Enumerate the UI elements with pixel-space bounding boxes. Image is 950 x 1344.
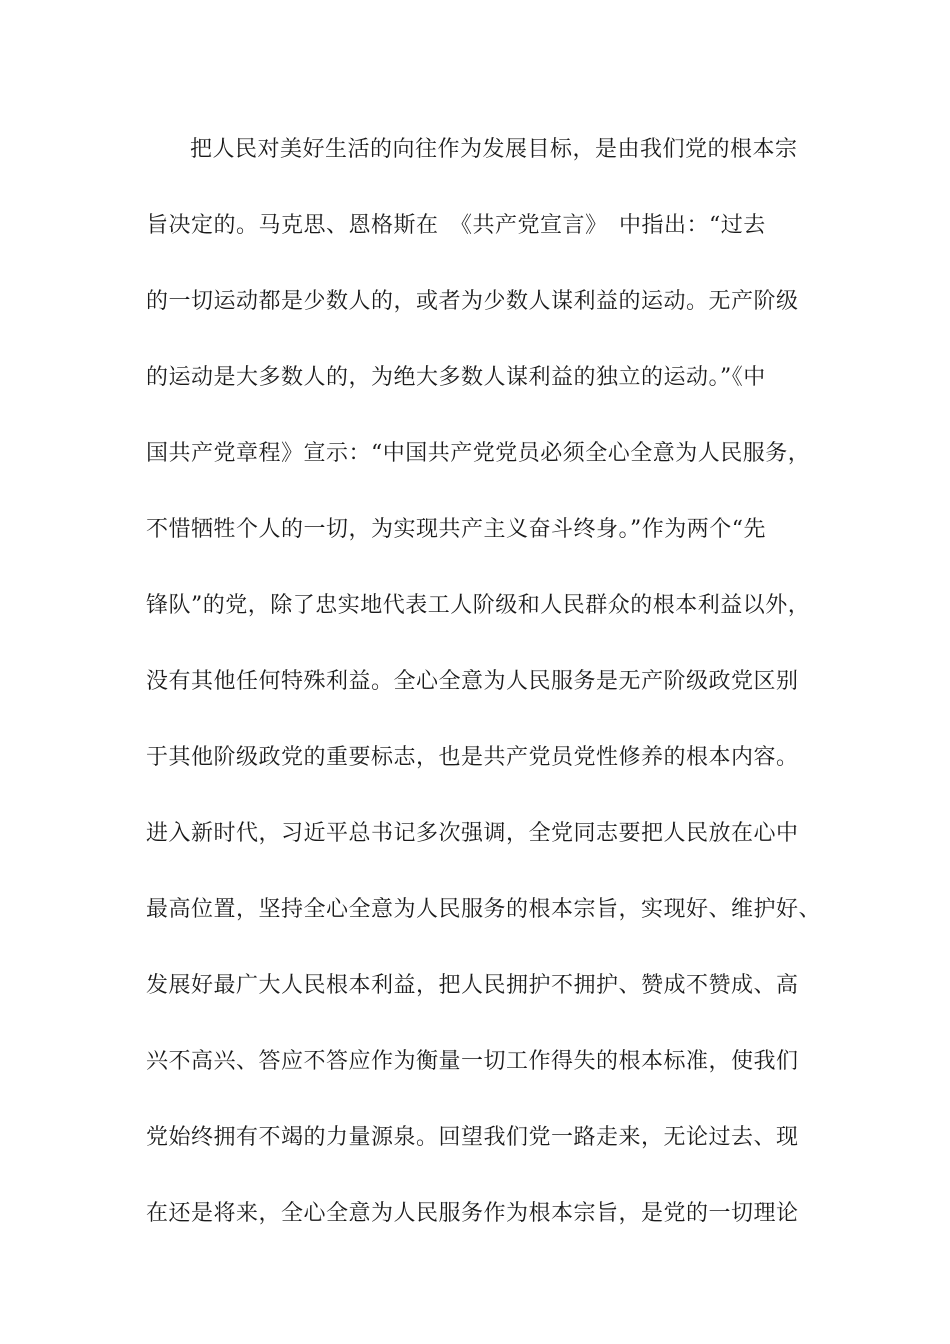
text-line: 党始终拥有不竭的力量源泉。回望我们党一路走来，无论过去、现	[146, 1125, 799, 1150]
text-line: 锋队”的党，除了忠实地代表工人阶级和人民群众的根本利益以外，	[146, 593, 811, 618]
text-line: 不惜牺牲个人的一切，为实现共产主义奋斗终身。”作为两个“先	[146, 517, 766, 542]
text-line: 没有其他任何特殊利益。全心全意为人民服务是无产阶级政党区别	[146, 669, 799, 694]
text-line: 国共产党章程》宣示：“中国共产党党员必须全心全意为人民服务，	[146, 441, 811, 466]
text-line: 把人民对美好生活的向往作为发展目标，是由我们党的根本宗	[190, 137, 798, 162]
text-line: 最高位置，坚持全心全意为人民服务的根本宗旨，实现好、维护好、	[146, 897, 822, 922]
text-line: 的运动是大多数人的，为绝大多数人谋利益的独立的运动。”《中	[146, 365, 766, 390]
text-line: 旨决定的。马克思、恩格斯在 《共产党宣言》 中指出：“过去	[146, 213, 766, 238]
text-line: 于其他阶级政党的重要标志，也是共产党员党性修养的根本内容。	[146, 745, 799, 770]
text-line: 兴不高兴、答应不答应作为衡量一切工作得失的根本标准，使我们	[146, 1049, 799, 1074]
text-line: 在还是将来，全心全意为人民服务作为根本宗旨，是党的一切理论	[146, 1201, 799, 1226]
text-line: 发展好最广大人民根本利益，把人民拥护不拥护、赞成不赞成、高	[146, 973, 799, 998]
text-line: 进入新时代，习近平总书记多次强调，全党同志要把人民放在心中	[146, 821, 799, 846]
text-line: 的一切运动都是少数人的，或者为少数人谋利益的运动。无产阶级	[146, 289, 799, 314]
body-paragraph	[146, 128, 822, 1268]
